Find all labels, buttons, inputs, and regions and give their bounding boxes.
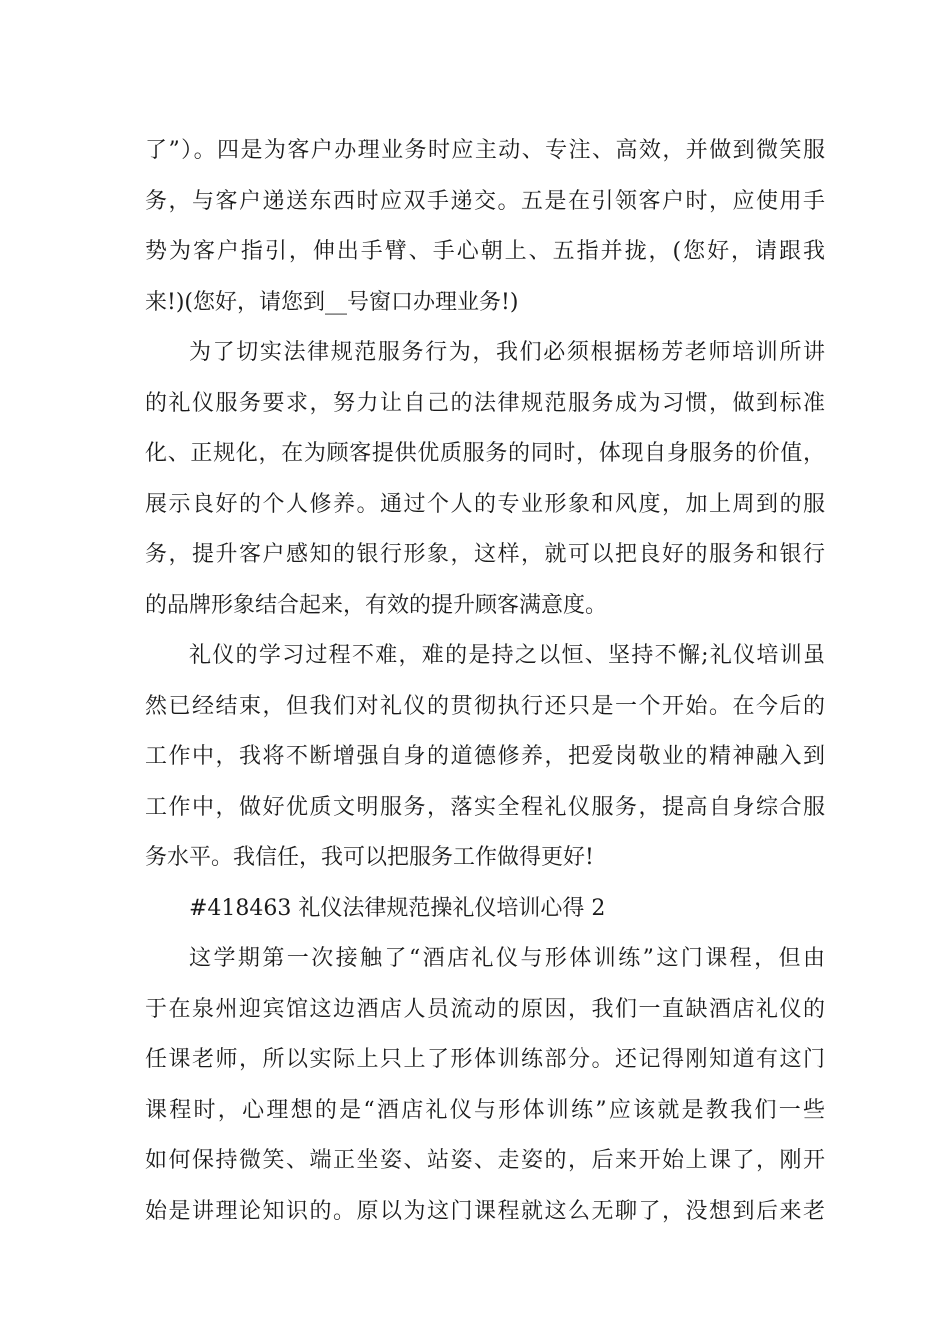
- heading-line: #418463 礼仪法律规范操礼仪培训心得 2: [189, 895, 606, 921]
- text-line: 为了切实法律规范服务行为，我们必须根据杨芳老师培训所讲: [189, 340, 825, 365]
- text-line: 然已经结束，但我们对礼仪的贯彻执行还只是一个开始。在今后的: [145, 693, 825, 719]
- text-line: 礼仪的学习过程不难，难的是持之以恒、坚持不懈;礼仪培训虽: [189, 643, 825, 668]
- text-line: 课程时，心理想的是“酒店礼仪与形体训练”应该就是教我们一些: [145, 1097, 825, 1123]
- text-line: 势为客户指引，伸出手臂、手心朝上、五指并拢，(您好，请跟我: [145, 239, 825, 264]
- paragraph-perseverance: [145, 631, 825, 884]
- text-line: 务水平。我信任，我可以把服务工作做得更好!: [145, 845, 594, 870]
- text-line: 展示良好的个人修养。通过个人的专业形象和风度，加上周到的服: [145, 491, 825, 517]
- text-line: 这学期第一次接触了“酒店礼仪与形体训练”这门课程，但由: [189, 946, 825, 971]
- text-line: 的礼仪服务要求，努力让自己的法律规范服务成为习惯，做到标准: [145, 390, 825, 416]
- document-body: [145, 126, 825, 1237]
- text-line: 始是讲理论知识的。原以为这门课程就这么无聊了，没想到后来老: [145, 1198, 825, 1224]
- paragraph-service-etiquette: [145, 126, 825, 328]
- text-line: 如何保持微笑、端正坐姿、站姿、走姿的，后来开始上课了，刚开: [145, 1148, 825, 1173]
- section-heading: [145, 884, 825, 935]
- text-line: 务，与客户递送东西时应双手递交。五是在引领客户时，应使用手: [145, 188, 825, 214]
- text-line: 工作中，我将不断增强自身的道德修养，把爱岗敬业的精神融入到: [145, 744, 825, 769]
- text-line: 于在泉州迎宾馆这边酒店人员流动的原因，我们一直缺酒店礼仪的: [145, 996, 825, 1022]
- paragraph-hotel-course: [145, 934, 825, 1237]
- text-line: 了”）。四是为客户办理业务时应主动、专注、高效，并做到微笑服: [145, 138, 825, 163]
- text-line: 的品牌形象结合起来，有效的提升顾客满意度。: [145, 592, 608, 618]
- paragraph-standard-service: [145, 328, 825, 631]
- text-line: 工作中，做好优质文明服务，落实全程礼仪服务，提高自身综合服: [145, 794, 825, 820]
- text-line: 任课老师，所以实际上只上了形体训练部分。还记得刚知道有这门: [145, 1047, 825, 1072]
- text-line: 化、正规化，在为顾客提供优质服务的同时，体现自身服务的价值，: [145, 441, 825, 466]
- text-line: 来!)(您好，请您到__号窗口办理业务!): [145, 289, 519, 315]
- text-line: 务，提升客户感知的银行形象，这样，就可以把良好的服务和银行: [145, 542, 825, 567]
